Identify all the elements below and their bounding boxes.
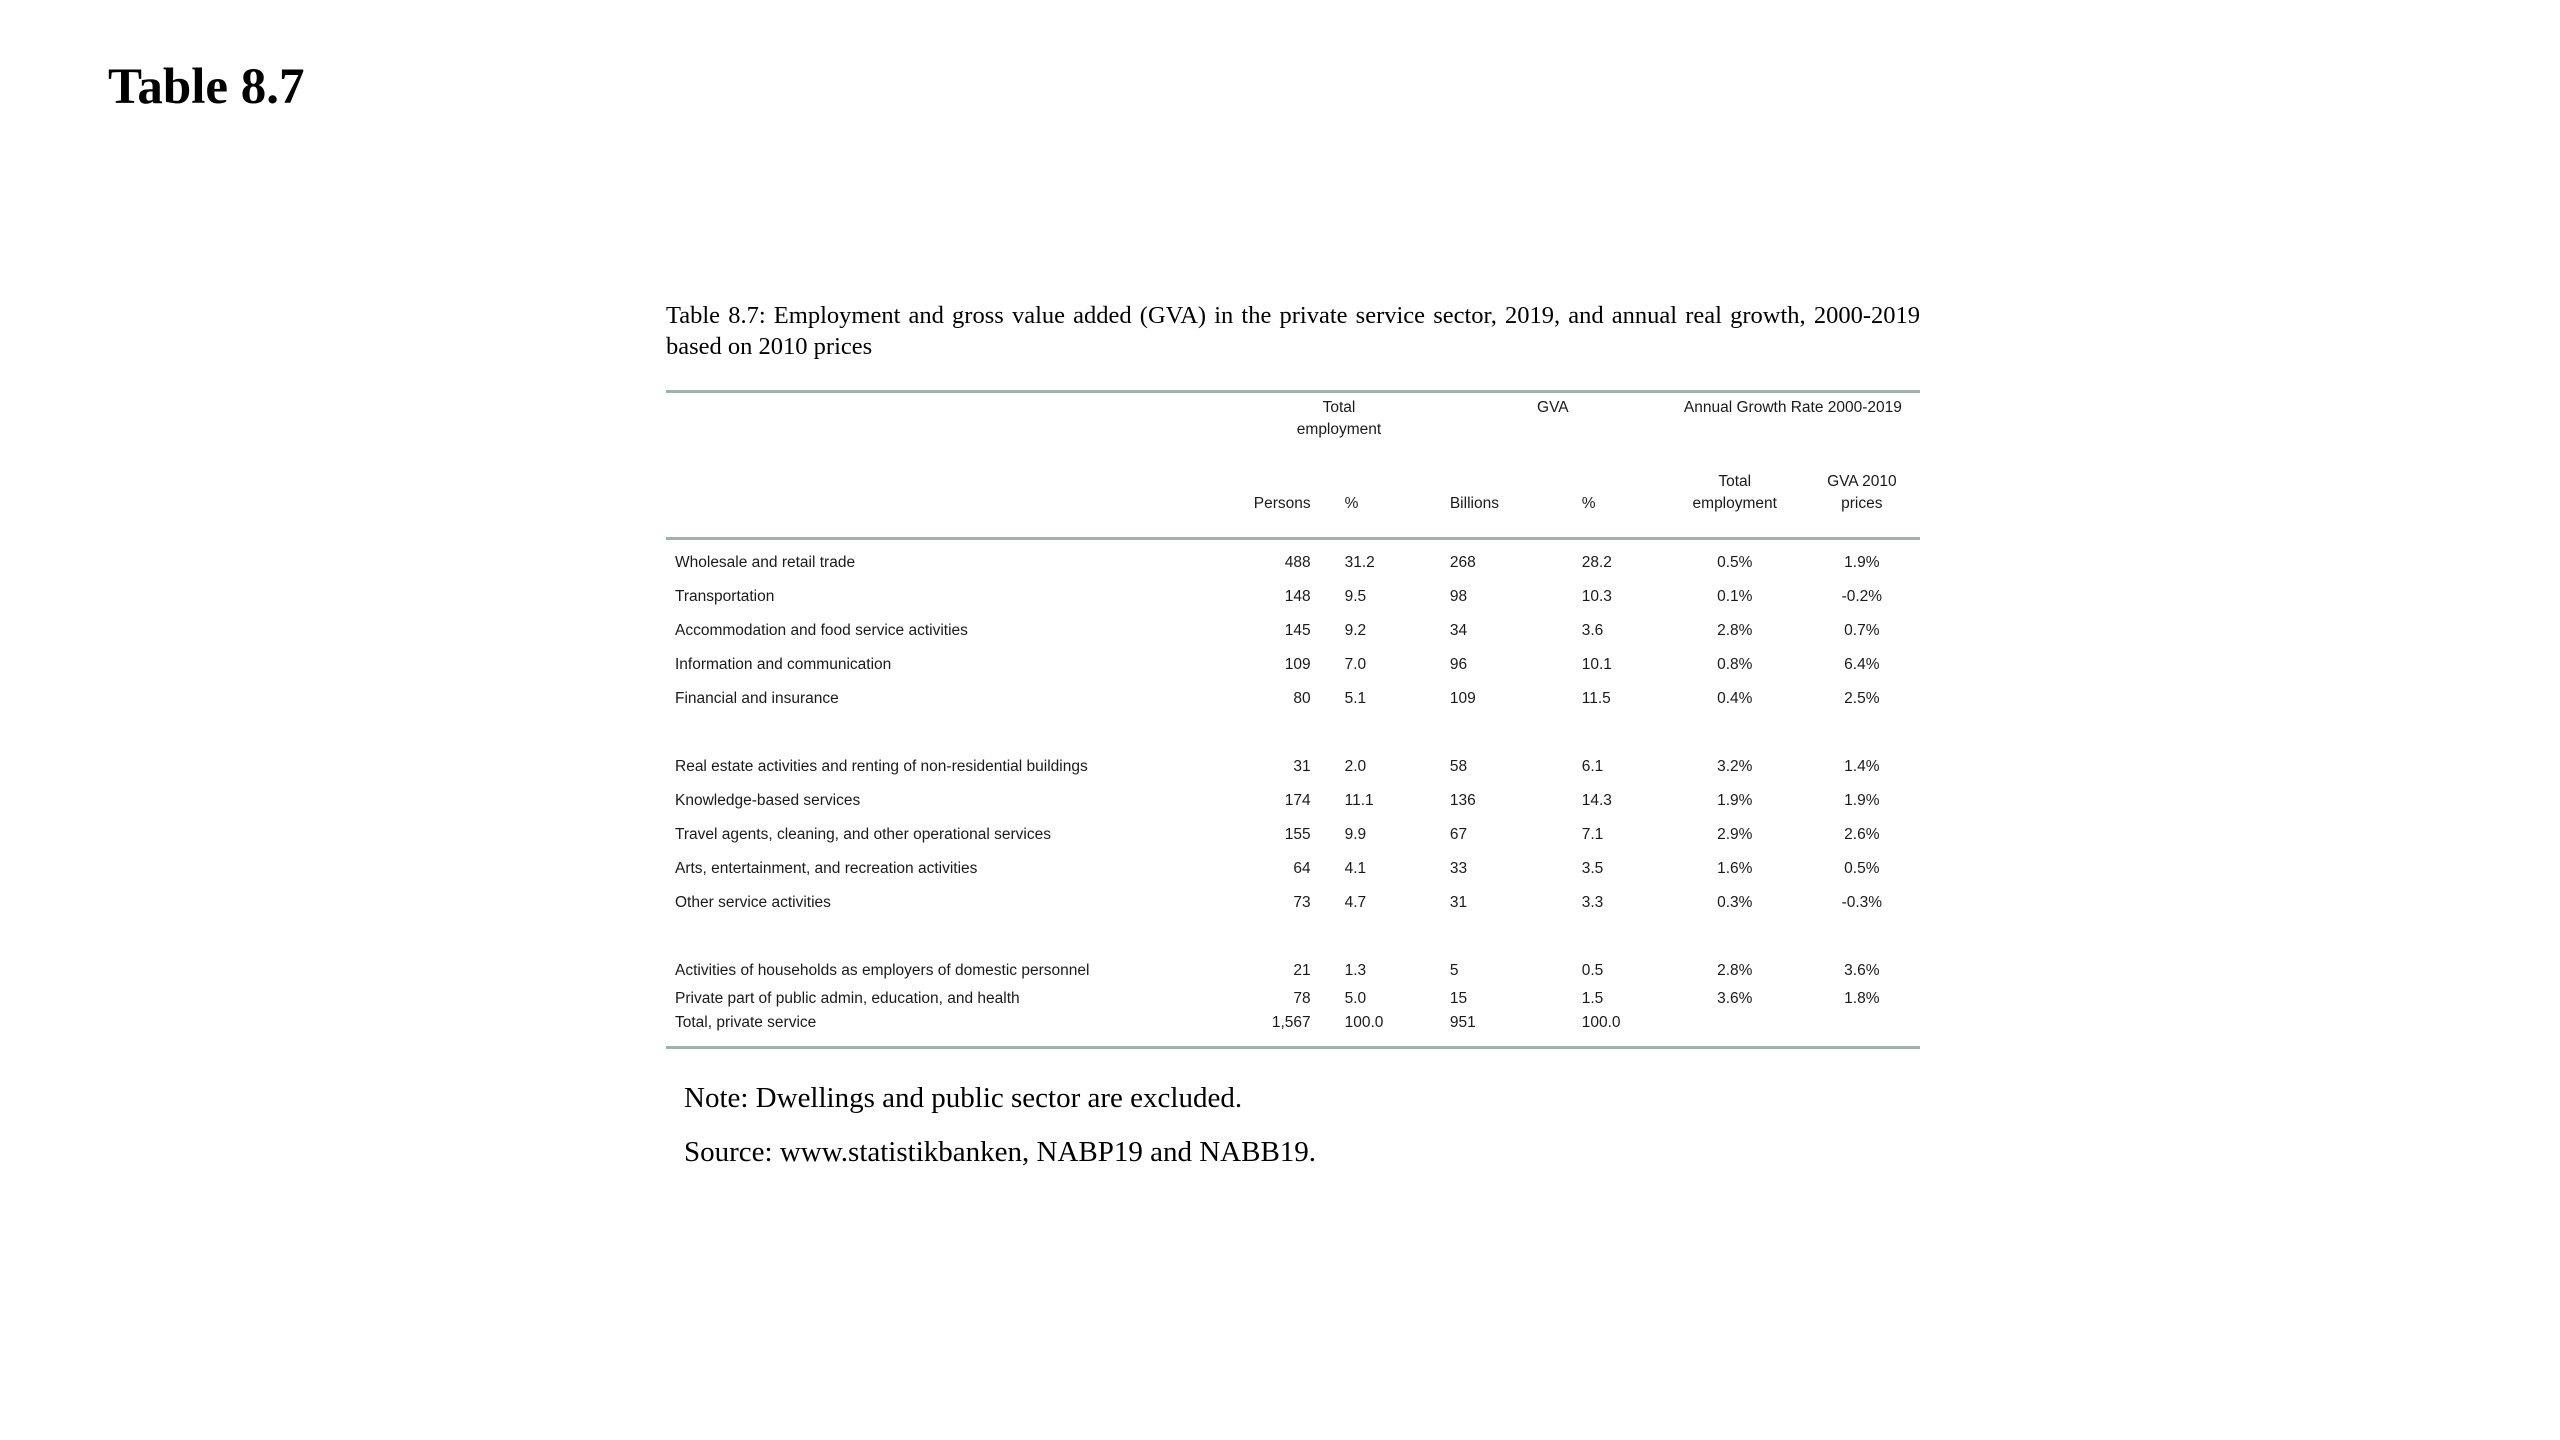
cell-pct-employment: 2.0 <box>1344 758 1367 775</box>
cell-pct-employment: 9.5 <box>1344 588 1367 605</box>
cell-growth-gva: 2.5% <box>1844 690 1880 707</box>
cell-label: Other service activities <box>675 894 831 911</box>
cell-billions: 58 <box>1449 758 1468 775</box>
cell-growth-gva: 0.5% <box>1844 860 1880 877</box>
cell-growth-employment: 0.5% <box>1717 554 1753 571</box>
cell-billions: 98 <box>1449 588 1468 605</box>
cell-pct-employment: 5.1 <box>1344 690 1367 707</box>
cell-billions: 5 <box>1449 962 1459 979</box>
subheader-persons: Persons <box>1253 495 1311 512</box>
cell-growth-employment: 0.4% <box>1717 690 1753 707</box>
cell-pct-employment: 1.3 <box>1344 962 1367 979</box>
cell-pct-gva: 3.6 <box>1581 622 1604 639</box>
cell-billions: 109 <box>1449 690 1476 707</box>
subheader-pct-gva: % <box>1581 495 1596 512</box>
subheader-growth-employment-text: Total employment <box>1692 473 1777 512</box>
cell-billions: 136 <box>1449 792 1476 809</box>
header-blank <box>666 393 1214 447</box>
cell-growth-gva: 1.4% <box>1844 758 1880 775</box>
cell-growth-employment: 1.6% <box>1717 860 1753 877</box>
cell-label: Financial and insurance <box>675 690 839 707</box>
table-row <box>666 784 1920 818</box>
cell-growth-employment: 0.3% <box>1717 894 1753 911</box>
cell-pct-gva: 100.0 <box>1581 1014 1621 1031</box>
cell-pct-gva: 14.3 <box>1581 792 1612 809</box>
cell-billions: 67 <box>1449 826 1468 843</box>
cell-pct-employment: 9.2 <box>1344 622 1367 639</box>
table-row <box>666 852 1920 886</box>
cell-growth-employment: 3.6% <box>1717 990 1753 1007</box>
cell-growth-employment: 2.9% <box>1717 826 1753 843</box>
cell-label: Arts, entertainment, and recreation activities <box>675 860 978 877</box>
cell-pct-employment: 11.1 <box>1344 792 1374 809</box>
cell-persons: 64 <box>1293 860 1311 877</box>
sub-header-row <box>666 447 1920 537</box>
table-source: Source: www.statistikbanken, NABP19 and NABB19. <box>684 1136 1317 1168</box>
cell-pct-employment: 5.0 <box>1344 990 1367 1007</box>
cell-growth-employment: 0.1% <box>1717 588 1753 605</box>
cell-growth-gva: 6.4% <box>1844 656 1880 673</box>
group-spacer <box>666 716 1920 750</box>
cell-persons: 148 <box>1284 588 1311 605</box>
cell-label: Activities of households as employers of domestic personnel <box>675 962 1090 979</box>
cell-pct-employment: 4.1 <box>1344 860 1367 877</box>
cell-growth-gva: 1.9% <box>1844 554 1880 571</box>
cell-pct-gva: 0.5 <box>1581 962 1604 979</box>
cell-billions: 15 <box>1449 990 1468 1007</box>
bottom-rule <box>666 1046 1920 1049</box>
cell-pct-gva: 11.5 <box>1581 690 1611 707</box>
table-note: Note: Dwellings and public sector are excluded. <box>684 1082 1243 1114</box>
cell-persons: 31 <box>1293 758 1311 775</box>
header-gva: GVA <box>1537 399 1569 416</box>
cell-label: Private part of public admin, education, and health <box>675 990 1020 1007</box>
cell-persons: 80 <box>1293 690 1311 707</box>
table-row <box>666 818 1920 852</box>
cell-pct-employment: 31.2 <box>1344 554 1375 571</box>
cell-pct-employment: 100.0 <box>1344 1014 1384 1031</box>
cell-persons: 174 <box>1284 792 1311 809</box>
cell-pct-employment: 4.7 <box>1344 894 1367 911</box>
cell-pct-employment: 9.9 <box>1344 826 1367 843</box>
group-spacer-cell <box>666 920 1920 954</box>
cell-pct-gva: 10.1 <box>1581 656 1612 673</box>
table-body <box>666 540 1920 1046</box>
data-table <box>666 393 1920 1046</box>
table-row <box>666 750 1920 784</box>
subheader-growth-employment <box>1666 447 1804 537</box>
table-row <box>666 1012 1920 1046</box>
cell-growth-gva: 3.6% <box>1844 962 1880 979</box>
table-header <box>666 393 1920 540</box>
cell-billions: 31 <box>1449 894 1468 911</box>
table-row <box>666 988 1920 1012</box>
cell-pct-gva: 6.1 <box>1581 758 1604 775</box>
cell-persons: 21 <box>1293 962 1311 979</box>
subheader-pct-employment: % <box>1344 495 1359 512</box>
cell-growth-gva <box>1804 1012 1920 1046</box>
slide-title: Table 8.7 <box>108 59 305 115</box>
subheader-billions: Billions <box>1449 495 1499 512</box>
cell-growth-employment <box>1666 1012 1804 1046</box>
cell-label: Real estate activities and renting of non-residential buildings <box>675 758 1088 775</box>
cell-growth-employment: 0.8% <box>1717 656 1753 673</box>
cell-billions: 34 <box>1449 622 1468 639</box>
cell-persons: 145 <box>1284 622 1311 639</box>
cell-pct-gva: 3.5 <box>1581 860 1604 877</box>
cell-growth-gva: 0.7% <box>1844 622 1880 639</box>
cell-growth-gva: 1.8% <box>1844 990 1880 1007</box>
cell-growth-gva: -0.2% <box>1841 588 1883 605</box>
cell-growth-employment: 3.2% <box>1717 758 1753 775</box>
subheader-growth-gva-text: GVA 2010 prices <box>1827 473 1897 512</box>
cell-billions: 951 <box>1449 1014 1476 1031</box>
table-figure <box>666 300 1920 1171</box>
group-spacer <box>666 920 1920 954</box>
cell-persons: 1,567 <box>1271 1014 1311 1031</box>
table-row <box>666 886 1920 920</box>
cell-persons: 73 <box>1293 894 1311 911</box>
cell-persons: 78 <box>1293 990 1311 1007</box>
table-row <box>666 614 1920 648</box>
cell-pct-gva: 1.5 <box>1581 990 1604 1007</box>
cell-growth-gva: -0.3% <box>1841 894 1883 911</box>
cell-label: Wholesale and retail trade <box>675 554 856 571</box>
header-annual-growth: Annual Growth Rate 2000-2019 <box>1683 399 1902 416</box>
cell-label: Accommodation and food service activities <box>675 622 968 639</box>
cell-billions: 33 <box>1449 860 1468 877</box>
group-spacer-cell <box>666 716 1920 750</box>
cell-billions: 268 <box>1449 554 1476 571</box>
header-total-employment <box>1214 393 1420 447</box>
notes <box>666 1079 1920 1171</box>
cell-label: Information and communication <box>675 656 892 673</box>
cell-growth-employment: 2.8% <box>1717 622 1753 639</box>
cell-growth-gva: 1.9% <box>1844 792 1880 809</box>
cell-persons: 109 <box>1284 656 1311 673</box>
cell-label: Travel agents, cleaning, and other operational services <box>675 826 1051 843</box>
cell-persons: 488 <box>1284 554 1311 571</box>
table-row <box>666 682 1920 716</box>
subheader-blank <box>666 447 1214 537</box>
group-header-row <box>666 393 1920 447</box>
table-row <box>666 954 1920 988</box>
cell-pct-gva: 3.3 <box>1581 894 1604 911</box>
cell-pct-gva: 28.2 <box>1581 554 1612 571</box>
cell-label: Total, private service <box>675 1014 817 1031</box>
header-total-employment-text: Total employment <box>1296 399 1382 438</box>
table-row <box>666 648 1920 682</box>
cell-pct-gva: 7.1 <box>1581 826 1604 843</box>
cell-pct-gva: 10.3 <box>1581 588 1612 605</box>
table-row <box>666 540 1920 580</box>
cell-label: Knowledge-based services <box>675 792 861 809</box>
cell-billions: 96 <box>1449 656 1468 673</box>
cell-label: Transportation <box>675 588 775 605</box>
cell-pct-employment: 7.0 <box>1344 656 1367 673</box>
subheader-growth-gva <box>1804 447 1920 537</box>
table-caption: Table 8.7: Employment and gross value added (GVA) in the private service sector, 2019, and annual real growth, 2000-2019 based on 2010 prices <box>666 302 1920 360</box>
cell-growth-employment: 2.8% <box>1717 962 1753 979</box>
cell-growth-employment: 1.9% <box>1717 792 1753 809</box>
table-row <box>666 580 1920 614</box>
cell-persons: 155 <box>1284 826 1311 843</box>
cell-growth-gva: 2.6% <box>1844 826 1880 843</box>
